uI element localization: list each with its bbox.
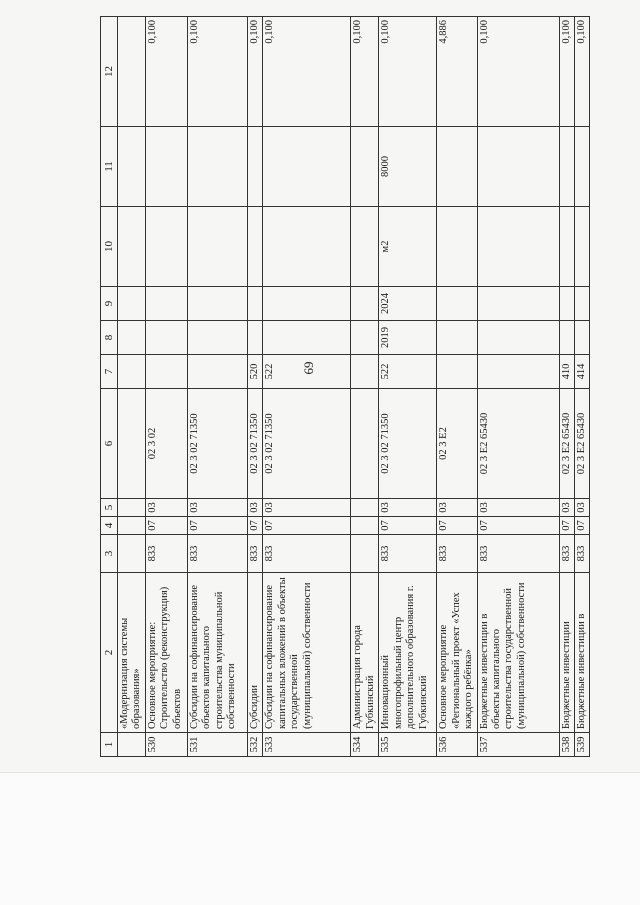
cell-col-6: 02 3 E2 bbox=[437, 389, 477, 499]
header-cell: 12 bbox=[101, 17, 118, 127]
cell-col-2: Основное мероприятие: Строительство (реконструкция) объектов bbox=[146, 573, 188, 733]
cell-col-1: 532 bbox=[248, 733, 263, 757]
header-cell: 3 bbox=[101, 535, 118, 573]
budget-table bbox=[100, 16, 590, 757]
cell-col-11 bbox=[574, 127, 589, 207]
cell-col-4 bbox=[351, 517, 379, 535]
cell-col-7: 522 bbox=[263, 355, 351, 389]
cell-col-2: Субсидии на софинансирование капитальных вложений в объекты государственной (муниципальной) собственности bbox=[263, 573, 351, 733]
cell-col-8 bbox=[574, 321, 589, 355]
cell-col-12: 0,100 bbox=[574, 17, 589, 127]
cell-col-1: 539 bbox=[574, 733, 589, 757]
cell-col-5: 03 bbox=[559, 499, 574, 517]
cell-col-11: 8000 bbox=[379, 127, 437, 207]
cell-col-5: 03 bbox=[146, 499, 188, 517]
cell-col-2: Инновационный многопрофильный центр дополнительного образования г. Губкинский bbox=[379, 573, 437, 733]
cell-col-7: 520 bbox=[248, 355, 263, 389]
cell-col-5 bbox=[118, 499, 146, 517]
cell-col-3 bbox=[118, 535, 146, 573]
cell-col-8 bbox=[263, 321, 351, 355]
cell-col-8 bbox=[351, 321, 379, 355]
cell-col-1: 536 bbox=[437, 733, 477, 757]
cell-col-3: 833 bbox=[146, 535, 188, 573]
header-row bbox=[101, 17, 118, 757]
cell-col-5: 03 bbox=[263, 499, 351, 517]
cell-col-11 bbox=[263, 127, 351, 207]
cell-col-7: 522 bbox=[379, 355, 437, 389]
cell-col-10 bbox=[248, 207, 263, 287]
cell-col-8 bbox=[188, 321, 248, 355]
cell-col-6: 02 3 02 71350 bbox=[263, 389, 351, 499]
cell-col-9 bbox=[574, 287, 589, 321]
cell-col-3: 833 bbox=[188, 535, 248, 573]
table-row bbox=[437, 17, 477, 757]
cell-col-12 bbox=[118, 17, 146, 127]
cell-col-8 bbox=[559, 321, 574, 355]
cell-col-7: 410 bbox=[559, 355, 574, 389]
cell-col-8 bbox=[437, 321, 477, 355]
cell-col-5: 03 bbox=[188, 499, 248, 517]
header-cell: 4 bbox=[101, 517, 118, 535]
cell-col-6: 02 3 02 71350 bbox=[379, 389, 437, 499]
cell-col-7: 414 bbox=[574, 355, 589, 389]
cell-col-11 bbox=[146, 127, 188, 207]
cell-col-11 bbox=[351, 127, 379, 207]
cell-col-9 bbox=[118, 287, 146, 321]
cell-col-3 bbox=[351, 535, 379, 573]
cell-col-10 bbox=[437, 207, 477, 287]
header-cell: 7 bbox=[101, 355, 118, 389]
header-cell: 8 bbox=[101, 321, 118, 355]
cell-col-9 bbox=[477, 287, 559, 321]
header-cell: 5 bbox=[101, 499, 118, 517]
cell-col-10 bbox=[477, 207, 559, 287]
cell-col-9 bbox=[188, 287, 248, 321]
cell-col-12: 4,886 bbox=[437, 17, 477, 127]
cell-col-9: 2024 bbox=[379, 287, 437, 321]
header-cell: 1 bbox=[101, 733, 118, 757]
cell-col-3: 833 bbox=[379, 535, 437, 573]
cell-col-7 bbox=[437, 355, 477, 389]
cell-col-1: 534 bbox=[351, 733, 379, 757]
cell-col-6: 02 3 E2 65430 bbox=[574, 389, 589, 499]
cell-col-3: 833 bbox=[559, 535, 574, 573]
cell-col-11 bbox=[248, 127, 263, 207]
cell-col-2: Бюджетные инвестиции bbox=[559, 573, 574, 733]
cell-col-4: 07 bbox=[379, 517, 437, 535]
table-row bbox=[379, 17, 437, 757]
cell-col-10 bbox=[118, 207, 146, 287]
cell-col-10 bbox=[351, 207, 379, 287]
cell-col-7 bbox=[118, 355, 146, 389]
header-cell: 10 bbox=[101, 207, 118, 287]
cell-col-4: 07 bbox=[574, 517, 589, 535]
cell-col-6: 02 3 E2 65430 bbox=[559, 389, 574, 499]
cell-col-1: 538 bbox=[559, 733, 574, 757]
header-cell: 2 bbox=[101, 573, 118, 733]
table-row bbox=[146, 17, 188, 757]
header-cell: 11 bbox=[101, 127, 118, 207]
cell-col-10 bbox=[188, 207, 248, 287]
cell-col-3: 833 bbox=[263, 535, 351, 573]
cell-col-3: 833 bbox=[248, 535, 263, 573]
cell-col-5: 03 bbox=[379, 499, 437, 517]
cell-col-10 bbox=[559, 207, 574, 287]
cell-col-6: 02 3 02 71350 bbox=[188, 389, 248, 499]
cell-col-12: 0,100 bbox=[263, 17, 351, 127]
cell-col-4: 07 bbox=[477, 517, 559, 535]
cell-col-2: Бюджетные инвестиции в объекты капитального строительства государственной (муниципальной) собственности bbox=[477, 573, 559, 733]
table-row bbox=[188, 17, 248, 757]
cell-col-8 bbox=[248, 321, 263, 355]
cell-col-7 bbox=[146, 355, 188, 389]
cell-col-9 bbox=[437, 287, 477, 321]
cell-col-2: Бюджетные инвестиции в bbox=[574, 573, 589, 733]
cell-col-3: 833 bbox=[477, 535, 559, 573]
cell-col-2: Администрация города Губкинский bbox=[351, 573, 379, 733]
cell-col-1: 533 bbox=[263, 733, 351, 757]
cell-col-2: Основное мероприятие «Региональный проект «Успех каждого ребёнка» bbox=[437, 573, 477, 733]
cell-col-9 bbox=[263, 287, 351, 321]
cell-col-6 bbox=[118, 389, 146, 499]
cell-col-7 bbox=[477, 355, 559, 389]
cell-col-4: 07 bbox=[248, 517, 263, 535]
cell-col-1: 535 bbox=[379, 733, 437, 757]
cell-col-7 bbox=[351, 355, 379, 389]
cell-col-10: м2 bbox=[379, 207, 437, 287]
cell-col-11 bbox=[118, 127, 146, 207]
cell-col-10 bbox=[574, 207, 589, 287]
cell-col-7 bbox=[188, 355, 248, 389]
cell-col-9 bbox=[351, 287, 379, 321]
cell-col-2: Субсидии bbox=[248, 573, 263, 733]
cell-col-12: 0,100 bbox=[248, 17, 263, 127]
cell-col-5: 03 bbox=[574, 499, 589, 517]
cell-col-4: 07 bbox=[146, 517, 188, 535]
cell-col-4: 07 bbox=[437, 517, 477, 535]
cell-col-6 bbox=[351, 389, 379, 499]
table-row bbox=[559, 17, 574, 757]
cell-col-8 bbox=[118, 321, 146, 355]
header-cell: 9 bbox=[101, 287, 118, 321]
cell-col-3: 833 bbox=[574, 535, 589, 573]
cell-col-9 bbox=[146, 287, 188, 321]
cell-col-12: 0,100 bbox=[146, 17, 188, 127]
cell-col-6: 02 3 02 71350 bbox=[248, 389, 263, 499]
table-row bbox=[248, 17, 263, 757]
cell-col-4 bbox=[118, 517, 146, 535]
cell-col-2: Субсидии на софинансирование объектов капитального строительства муниципальной собственности bbox=[188, 573, 248, 733]
cell-col-4: 07 bbox=[263, 517, 351, 535]
cell-col-11 bbox=[188, 127, 248, 207]
cell-col-12: 0,100 bbox=[477, 17, 559, 127]
cell-col-12: 0,100 bbox=[379, 17, 437, 127]
cell-col-10 bbox=[146, 207, 188, 287]
table-row bbox=[263, 17, 351, 757]
cell-col-1: 537 bbox=[477, 733, 559, 757]
table-row bbox=[574, 17, 589, 757]
cell-col-1: 530 bbox=[146, 733, 188, 757]
cell-col-5 bbox=[351, 499, 379, 517]
cell-col-5: 03 bbox=[437, 499, 477, 517]
page-number: 69 bbox=[301, 361, 316, 375]
cell-col-11 bbox=[437, 127, 477, 207]
table-row bbox=[477, 17, 559, 757]
cell-col-8 bbox=[146, 321, 188, 355]
cell-col-6: 02 3 E2 65430 bbox=[477, 389, 559, 499]
header-cell: 6 bbox=[101, 389, 118, 499]
cell-col-5: 03 bbox=[477, 499, 559, 517]
cell-col-4: 07 bbox=[559, 517, 574, 535]
cell-col-11 bbox=[477, 127, 559, 207]
cell-col-12: 0,100 bbox=[559, 17, 574, 127]
cell-col-2: «Модернизация системы образования» bbox=[118, 573, 146, 733]
cell-col-1 bbox=[118, 733, 146, 757]
cell-col-8: 2019 bbox=[379, 321, 437, 355]
rotated-table-container bbox=[100, 17, 590, 757]
cell-col-3: 833 bbox=[437, 535, 477, 573]
cell-col-8 bbox=[477, 321, 559, 355]
table-row bbox=[351, 17, 379, 757]
cell-col-5: 03 bbox=[248, 499, 263, 517]
cell-col-9 bbox=[559, 287, 574, 321]
cell-col-1: 531 bbox=[188, 733, 248, 757]
cell-col-9 bbox=[248, 287, 263, 321]
table-row bbox=[118, 17, 146, 757]
cell-col-10 bbox=[263, 207, 351, 287]
cell-col-6: 02 3 02 bbox=[146, 389, 188, 499]
cell-col-12: 0,100 bbox=[188, 17, 248, 127]
cell-col-4: 07 bbox=[188, 517, 248, 535]
cell-col-12: 0,100 bbox=[351, 17, 379, 127]
cell-col-11 bbox=[559, 127, 574, 207]
